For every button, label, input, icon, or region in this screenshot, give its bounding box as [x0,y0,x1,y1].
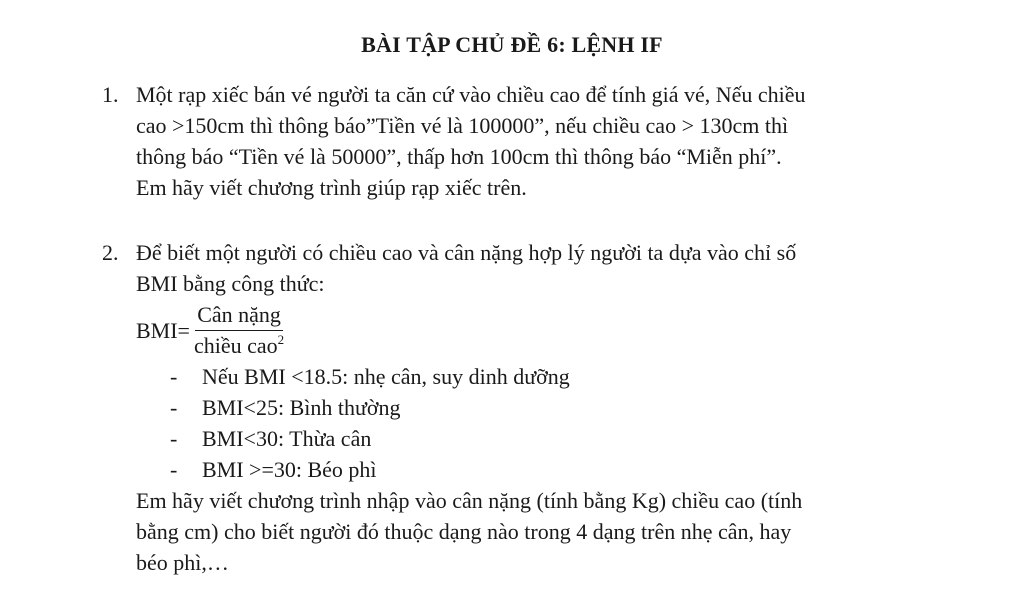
exercise-number: 1. [102,82,119,107]
list-item-text: Nếu BMI <18.5: nhẹ cân, suy dinh dưỡng [202,364,570,389]
dash-bullet: - [170,364,178,389]
list-item [136,361,802,392]
exercise-text [136,237,802,578]
formula-exponent: 2 [277,331,285,347]
dash-bullet: - [170,395,178,420]
text-line: cao >150cm thì thông báo”Tiền vé là 100000”, nếu chiều cao > 130cm thì [136,113,789,138]
text-line: Em hãy viết chương trình nhập vào cân nặng (tính bằng Kg) chiều cao (tính [136,488,803,513]
list-item [136,423,802,454]
text-line: Để biết một người có chiều cao và cân nặng hợp lý người ta dựa vào chỉ số [136,240,797,265]
exercise-2 [102,237,802,578]
text-line: bằng cm) cho biết người đó thuộc dạng nào trong 4 dạng trên nhẹ cân, hay [136,519,792,544]
list-item [136,392,802,423]
text-line: béo phì,… [136,550,229,575]
exercise-text [136,79,806,203]
text-line: thông báo “Tiền vé là 50000”, thấp hơn 100cm thì thông báo “Miễn phí”. [136,144,782,169]
list-item [136,454,802,485]
exercise-1 [102,79,806,203]
formula-fraction [192,302,286,359]
exercise-number: 2. [102,240,119,265]
dash-bullet: - [170,426,178,451]
page-title: BÀI TẬP CHỦ ĐỀ 6: LỆNH IF [361,32,663,57]
bmi-formula [136,299,802,361]
list-item-text: BMI<25: Bình thường [202,395,401,420]
formula-denominator [192,331,286,359]
dash-bullet: - [170,457,178,482]
bmi-category-list [136,361,802,485]
denominator-text: chiều cao [193,332,278,358]
formula-numerator: Cân nặng [195,302,283,331]
list-item-text: BMI >=30: Béo phì [202,457,377,482]
formula-lhs: BMI= [136,317,190,343]
list-item-text: BMI<30: Thừa cân [202,426,372,451]
text-line: Em hãy viết chương trình giúp rạp xiếc trên. [136,175,527,200]
text-line: Một rạp xiếc bán vé người ta căn cứ vào chiều cao để tính giá vé, Nếu chiều [136,82,806,107]
text-line: BMI bằng công thức: [136,271,325,296]
